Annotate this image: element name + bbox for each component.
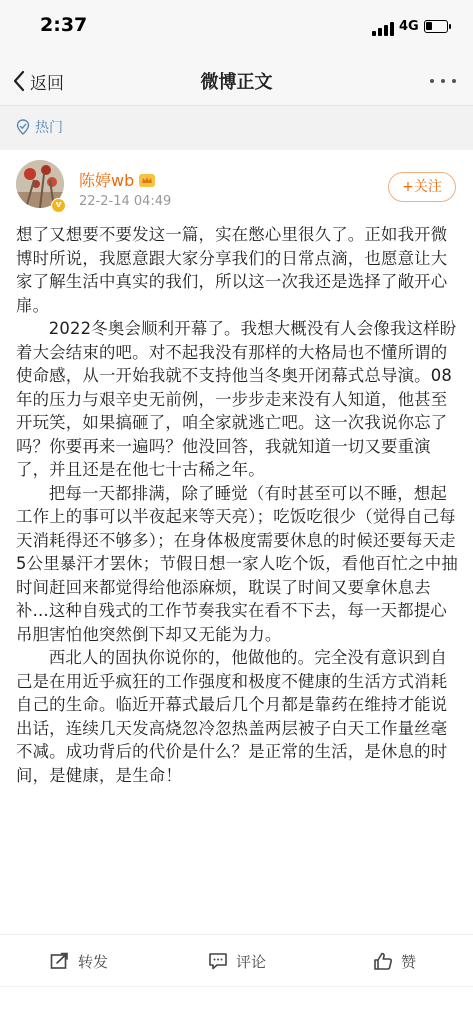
battery-cap	[449, 24, 451, 29]
comment-icon	[208, 952, 228, 970]
action-bar	[0, 934, 473, 986]
back-label: 返回	[30, 73, 64, 94]
bottom-safe-area	[0, 987, 473, 1024]
post-paragraph: 想了又想要不要发这一篇，实在憋心里很久了。正如我开微博时所说，我愿意跟大家分享我们的日常点滴，也愿意让大家了解生活中真实的我们，所以这一次我还是选择了敞开心扉。	[16, 225, 448, 315]
nav-bar	[0, 56, 473, 106]
more-dots-icon[interactable]	[428, 78, 460, 86]
post-paragraph: 西北人的固执你说你的，他做他的。完全没有意识到自己是在用近乎疯狂的工作强度和极度不健康的生活方式消耗自己的生命。临近开幕式最后几个月都是靠药在维持才能说出话，连续几天发高烧忽冷忽热盖两层被子白天工作量丝毫不减。成功背后的代价是什么？是正常的生活，是休息的时间，是健康，是生命！	[16, 648, 448, 785]
post-time: 22-2-14 04:49	[79, 194, 172, 209]
status-time: 2:37	[40, 14, 88, 36]
post-paragraph: 2022冬奥会顺利开幕了。我想大概没有人会像我这样盼着大会结束的吧。对不起我没有那样的大格局也不懂所谓的使命感，从一开始我就不支持他当冬奥开闭幕式总导演。08年的压力与艰辛史无前例，一步步走来没有人知道，他甚至开玩笑，如果搞砸了，咱全家就逃亡吧。这一次我说你忘了吗？你要再来一遍吗？他没回答，我就知道一切又要重演了，并且还是在他七十古稀之年。	[16, 319, 457, 479]
follow-button[interactable]: +关注	[388, 172, 456, 202]
thumbs-up-icon	[373, 952, 393, 970]
author-link[interactable]	[79, 168, 156, 191]
repost-button[interactable]	[0, 935, 158, 987]
post-body	[16, 223, 460, 787]
network-type: 4G	[399, 19, 419, 34]
repost-icon	[50, 952, 70, 970]
page-title: 微博正文	[200, 72, 273, 93]
chevron-left-icon	[12, 70, 26, 92]
post-paragraph: 把每一天都排满，除了睡觉（有时甚至可以不睡，想起工作上的事可以半夜起来等天亮）；吃饭吃很少（觉得自己每天消耗得还不够多）；在身体极度需要休息的时候还要每天走5公里暴汗才罢休；节假日想一家人吃个饭，看他百忙之中抽时间赶回来都觉得给他添麻烦，耽误了时间又要拿休息去补...这种自残式的工作节奏我实在看不下去，每一天都提心吊胆害怕他突然倒下却又无能为力。	[16, 483, 458, 644]
like-button[interactable]	[316, 935, 473, 987]
comment-button[interactable]	[158, 935, 316, 987]
battery-icon	[424, 20, 448, 33]
author-name: 陈婷wb	[79, 171, 135, 190]
signal-icon	[372, 22, 394, 36]
back-button[interactable]	[12, 66, 64, 96]
vip-crown-icon	[138, 172, 156, 188]
hot-link[interactable]	[16, 117, 63, 137]
comment-label: 评论	[235, 952, 266, 971]
hot-label: 热门	[35, 120, 63, 136]
battery-level	[426, 22, 432, 30]
hot-bar	[0, 107, 473, 147]
status-bar	[0, 0, 473, 56]
repost-label: 转发	[77, 952, 108, 971]
verified-badge-icon: v	[51, 198, 66, 213]
post-card	[0, 150, 473, 934]
like-label: 赞	[400, 952, 416, 971]
hot-location-icon	[16, 119, 30, 135]
